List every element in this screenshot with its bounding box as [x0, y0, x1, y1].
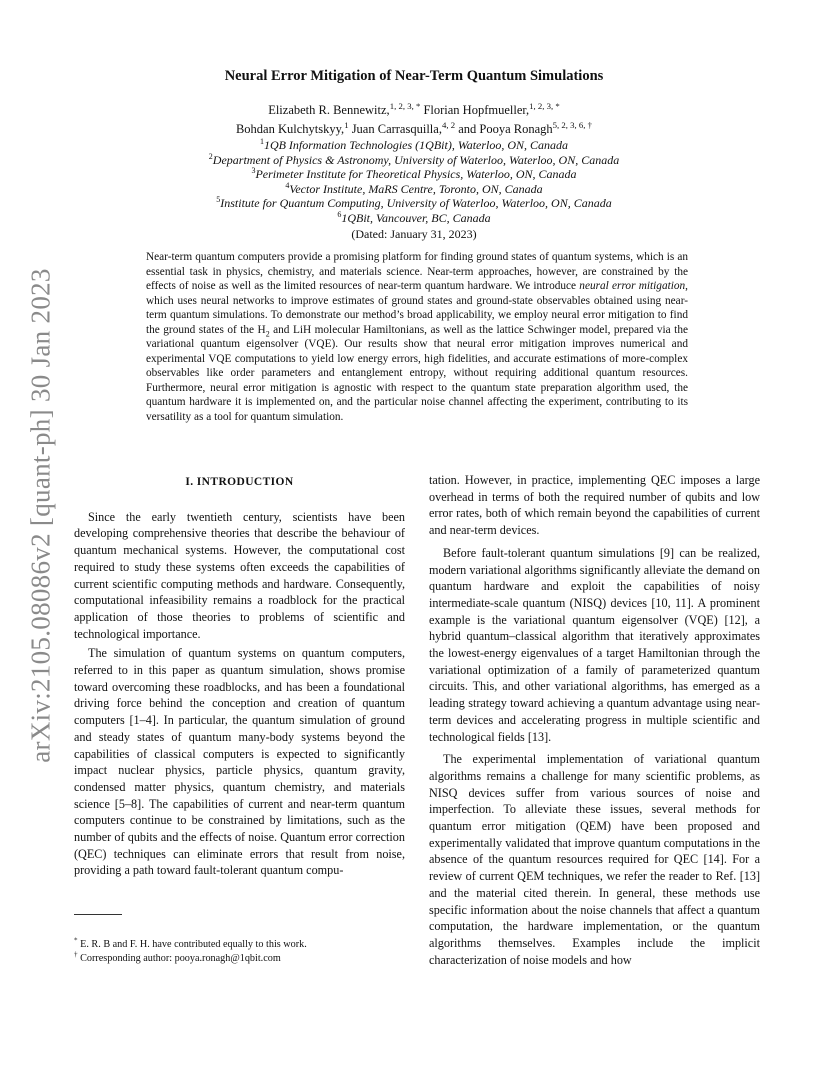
section-heading: I. INTRODUCTION: [185, 476, 294, 488]
arxiv-identifier-stamp: [20, 267, 62, 763]
author: Juan Carrasquilla,$^{4, 2}$: [351, 119, 456, 136]
abstract: Near-term quantum computers provide a promising platform for finding ground states of quantum systems, which is an essential task in physics, chemistry, and materials science. Near-term approaches, however, are constrained by the effects of noise as well as the limited resources of near-term quantum hardware. We introduce neural error mitigation, which uses neural networks to improve estimates of ground states and ground-state observables obtained using near-term quantum simulations. To demonstrate our method’s broad applicability, we employ neural error mitigation to find the ground states of the $H_2$ and LiH molecular Hamiltonians, as well as the lattice Schwinger model, prepared via the variational quantum eigensolver (VQE). Our results show that neural error mitigation improves numerical and experimental VQE computations to yield low energy errors, high fidelities, and accurate estimations of more-complex observables like order parameters and entanglement entropy, without requiring additional quantum resources. Furthermore, neural error mitigation is agnostic with respect to the quantum state preparation algorithm used, the quantum hardware it is implemented on, and the particular noise channel affecting the experiment, contributing to its versatility as a tool for quantum simulation.: [146, 251, 688, 423]
footnote: * E. R. B and F. H. have contributed equally to this work.: [74, 936, 307, 950]
paper-title: Neural Error Mitigation of Near-Term Quantum Simulations: [224, 68, 604, 84]
author: Florian Hopfmueller,$^{1, 2, 3, *}$: [423, 100, 560, 117]
author: Elizabeth R. Bennewitz,$^{1, 2, 3, *}$: [268, 100, 421, 117]
affiliation: $^1$1QB Information Technologies (1QBit), Waterloo, ON, Canada: [259, 137, 569, 152]
author: and Pooya Ronagh$^{5, 2, 3, 6, \dagger}$: [458, 119, 593, 136]
author-list: [80, 101, 748, 139]
affiliation: $^6$1QBit, Vancouver, BC, Canada: [337, 209, 491, 225]
abstract-emphasis: neural error mitigation: [579, 280, 686, 292]
paragraph: Before fault-tolerant quantum simulations [9] can be realized, modern variational algorithms significantly alleviate the demand on quantum hardware and exploit the capabilities of noisy intermediate-scale quantum (NISQ) devices [10, 11]. A prominent example is the variational quantum eigensolver (VQE) [12], a hybrid quantum–classical algorithm that iteratively approximates the lowest-energy eigenvalues of a target Hamiltonian through the variational optimization of a family of parameterized quantum circuits. This, and other variational algorithms, has emerged as a leading strategy toward achieving a quantum advantage using near-term devices and accelerating progress in multiple scientific and technological fields [13].: [429, 545, 760, 744]
paragraph: The experimental implementation of variational quantum algorithms remains a challenge for many scientific problems, as NISQ devices suffer from various sources of noise and imperfection. To alleviate these issues, several methods for quantum error mitigation (QEM) have been proposed and experimentally validated that improve quantum computations in the absence of the quantum resources required for QEC [14]. For a review of current QEM techniques, we refer the reader to Ref. [13] and the material cited therein. In general, these methods use specific information about the noise channels that affect a quantum computation, the hardware implementation, or the quantum algorithms themselves. Examples include the implicit characterization of noise models and how: [429, 752, 760, 967]
footnote: † Corresponding author: pooya.ronagh@1qbit.com: [74, 950, 281, 964]
left-column: [74, 470, 405, 879]
paragraph-continuation: tation. However, in practice, implementing QEC imposes a large overhead in terms of both the required number of qubits and low error rates, both of which remain beyond the capabilities of current and near-term devices.: [429, 473, 760, 538]
paragraph: The simulation of quantum systems on quantum computers, referred to in this paper as quantum simulation, shows promise toward overcoming these roadblocks, and has been a foundational driving force behind the conception and creation of quantum computers [1–4]. In particular, the quantum simulation of ground and steady states of quantum many-body systems beyond the capabilities of classical computers is expected to significantly impact nuclear physics, particle physics, quantum gravity, condensed matter physics, quantum chemistry, and materials science [5–8]. The capabilities of current and near-term quantum computers continue to be constrained by limitations, such as the number of qubits and the effects of noise. Quantum error correction (QEC) techniques can eliminate errors that result from noise, providing a path toward fault-tolerant quantum compu-: [74, 646, 405, 878]
affiliation: $^4$Vector Institute, MaRS Centre, Toronto, ON, Canada: [285, 180, 543, 196]
affiliation: $^3$Perimeter Institute for Theoretical Physics, Waterloo, ON, Canada: [251, 166, 577, 182]
affiliation-list: [80, 138, 748, 226]
arxiv-identifier-text: arXiv:2105.08086v2 [quant-ph] 30 Jan 2023: [25, 267, 56, 763]
affiliation: $^2$Department of Physics & Astronomy, University of Waterloo, Waterloo, ON, Canada: [208, 151, 620, 167]
affiliation: $^5$Institute for Quantum Computing, University of Waterloo, Waterloo, ON, Canada: [216, 195, 612, 211]
date-line: (Dated: January 31, 2023): [351, 227, 477, 241]
author: Bohdan Kulchytskyy,$^1$: [235, 119, 349, 136]
paragraph: Since the early twentieth century, scientists have been developing comprehensive theories that describe the behaviour of quantum mechanical systems. However, the computational cost required to study these systems often exceeds the capabilities of current scientific computing methods and hardware. Consequently, computational infeasibility remains a roadblock for the practical application of those theories to problems of scientific and technological importance.: [74, 509, 405, 641]
footnotes: [74, 938, 405, 965]
right-column: [429, 472, 760, 968]
footnote-divider: [74, 914, 122, 915]
